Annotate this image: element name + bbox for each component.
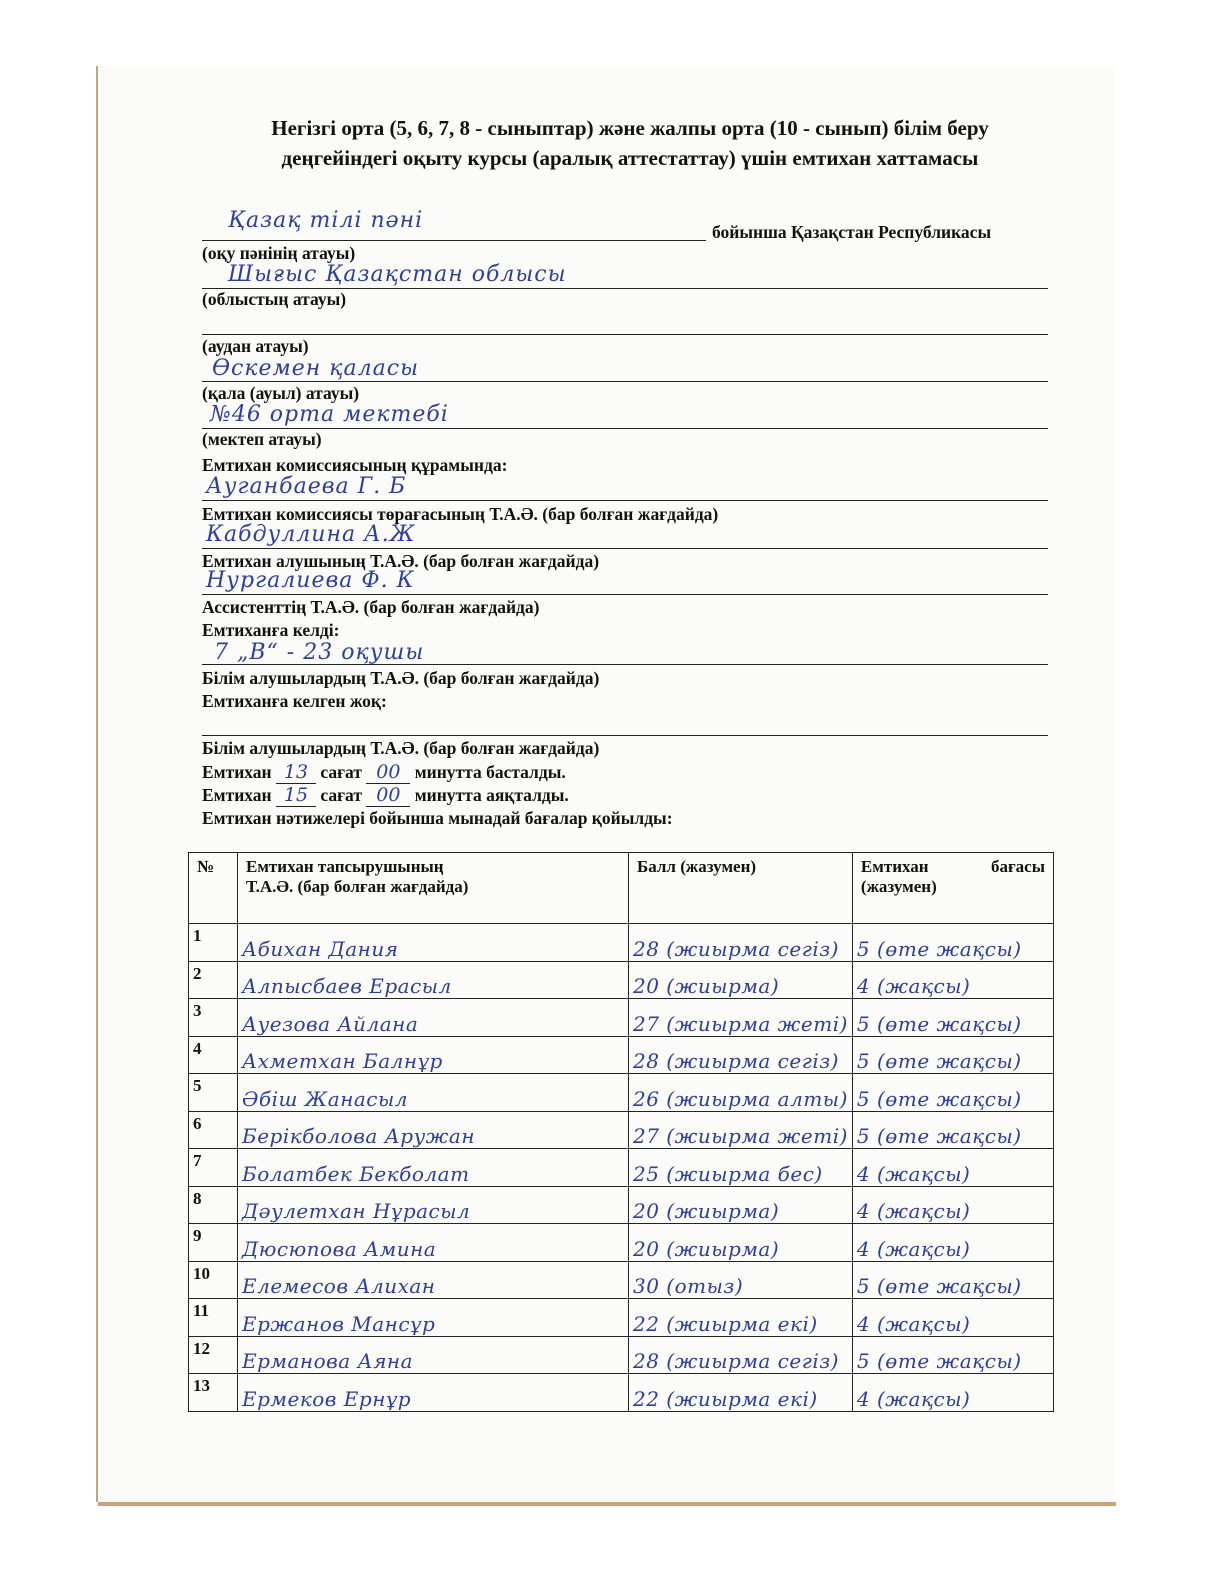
table-row — [189, 1186, 1054, 1224]
district-rule — [202, 334, 1048, 335]
hour-word: сағат — [320, 785, 362, 805]
region-value: Шығыс Қазақстан облысы — [228, 262, 567, 287]
score-in-words: 28 (жиырма сегіз) — [629, 1336, 853, 1374]
header-grade-word-2: бағасы — [990, 857, 1045, 876]
assistant-value: Нургалиева Ф. К — [206, 568, 415, 593]
table-row — [189, 961, 1054, 999]
school-label: (мектеп атауы) — [202, 429, 322, 449]
score-in-words: 30 (отыз) — [629, 1261, 853, 1299]
header-name-line-1: Емтихан тапсырушының — [246, 857, 444, 876]
score-in-words: 27 (жиырма жеті) — [629, 1111, 853, 1149]
student-name: Дәулетхан Нұрасыл — [238, 1186, 629, 1224]
table-row — [189, 924, 1054, 962]
header-grade-line-2: (жазумен) — [860, 877, 937, 896]
table-row — [189, 1036, 1054, 1074]
students-label-absent: Білім алушылардың Т.А.Ә. (бар болған жағдайда) — [202, 738, 600, 758]
started-suffix: минутта басталды. — [414, 762, 566, 782]
end-hour: 15 — [276, 784, 316, 807]
table-header-row — [189, 853, 1054, 924]
row-number: 13 — [189, 1374, 238, 1412]
score-in-words: 28 (жиырма сегіз) — [629, 1036, 853, 1074]
grades-table — [188, 852, 1054, 1412]
student-name: Абихан Дания — [238, 924, 629, 962]
score-in-words: 28 (жиырма сегіз) — [629, 924, 853, 962]
header-grade — [852, 853, 1053, 924]
table-row — [189, 1111, 1054, 1149]
examiner-rule — [202, 548, 1048, 549]
subject-rule — [202, 240, 706, 241]
subject-suffix: бойынша Қазақстан Республикасы — [712, 222, 992, 242]
commission-label: Емтихан комиссиясының құрамында: — [202, 455, 508, 475]
hour-word: сағат — [320, 762, 362, 782]
start-hour: 13 — [276, 761, 316, 784]
student-name: Берікболова Аружан — [238, 1111, 629, 1149]
header-score: Балл (жазумен) — [629, 853, 853, 924]
row-number: 11 — [189, 1299, 238, 1337]
header-number: № — [189, 853, 238, 924]
grade-in-words: 5 (өте жақсы) — [852, 999, 1053, 1037]
title-line-1: Негізгі орта (5, 6, 7, 8 - сыныптар) және жалпы орта (10 - сынып) білім беру — [271, 116, 989, 140]
row-number: 1 — [189, 924, 238, 962]
ended-suffix: минутта аяқталды. — [414, 785, 569, 805]
row-number: 3 — [189, 999, 238, 1037]
school-rule — [202, 428, 1048, 429]
start-time-line — [202, 761, 566, 784]
score-in-words: 20 (жиырма) — [629, 1224, 853, 1262]
table-row — [189, 1074, 1054, 1112]
school-value: №46 орта мектебі — [210, 402, 449, 427]
title-line-2: деңгейіндегі оқыту курсы (аралық аттестаттау) үшін емтихан хаттамасы — [281, 146, 979, 170]
grade-in-words: 5 (өте жақсы) — [852, 1036, 1053, 1074]
score-in-words: 27 (жиырма жеті) — [629, 999, 853, 1037]
score-in-words: 22 (жиырма екі) — [629, 1299, 853, 1337]
student-name: Ермеков Ернұр — [238, 1374, 629, 1412]
grade-in-words: 5 (өте жақсы) — [852, 924, 1053, 962]
grade-in-words: 5 (өте жақсы) — [852, 1336, 1053, 1374]
end-minute: 00 — [366, 784, 410, 807]
score-in-words: 22 (жиырма екі) — [629, 1374, 853, 1412]
region-label: (облыстың атауы) — [202, 289, 347, 309]
grade-in-words: 4 (жақсы) — [852, 1224, 1053, 1262]
absent-label: Емтиханға келген жоқ: — [202, 691, 387, 711]
district-label: (аудан атауы) — [202, 336, 309, 356]
row-number: 4 — [189, 1036, 238, 1074]
header-grade-word-1: Емтихан — [860, 857, 929, 876]
attended-value: 7 „В“ - 23 оқушы — [214, 640, 425, 665]
student-name: Ерманова Аяна — [238, 1336, 629, 1374]
grades-table-body — [189, 924, 1054, 1412]
row-number: 5 — [189, 1074, 238, 1112]
score-in-words: 26 (жиырма алты) — [629, 1074, 853, 1112]
assistant-rule — [202, 594, 1048, 595]
row-number: 7 — [189, 1149, 238, 1187]
start-minute: 00 — [366, 761, 410, 784]
attended-rule — [202, 664, 1048, 665]
exam-word: Емтихан — [202, 762, 272, 782]
grade-in-words: 4 (жақсы) — [852, 1186, 1053, 1224]
student-name: Ахметхан Балнұр — [238, 1036, 629, 1074]
table-row — [189, 1224, 1054, 1262]
grade-in-words: 5 (өте жақсы) — [852, 1261, 1053, 1299]
header-name-line-2: Т.А.Ә. (бар болған жағдайда) — [246, 877, 469, 896]
student-name: Ауезова Айлана — [238, 999, 629, 1037]
absent-rule — [202, 735, 1048, 736]
table-row — [189, 1336, 1054, 1374]
student-name: Елемесов Алихан — [238, 1261, 629, 1299]
row-number: 9 — [189, 1224, 238, 1262]
subject-value: Қазақ тілі пәні — [228, 208, 424, 233]
student-name: Дюсюпова Амина — [238, 1224, 629, 1262]
subject-label: (оқу пәнінің атауы) — [202, 243, 356, 263]
row-number: 8 — [189, 1186, 238, 1224]
grade-in-words: 4 (жақсы) — [852, 961, 1053, 999]
grade-in-words: 5 (өте жақсы) — [852, 1074, 1053, 1112]
header-name — [238, 853, 629, 924]
row-number: 10 — [189, 1261, 238, 1299]
examiner-label: Емтихан алушының Т.А.Ә. (бар болған жағдайда) — [202, 551, 600, 571]
table-row — [189, 999, 1054, 1037]
grade-in-words: 4 (жақсы) — [852, 1374, 1053, 1412]
chair-value: Ауганбаева Г. Б — [206, 474, 407, 499]
score-in-words: 25 (жиырма бес) — [629, 1149, 853, 1187]
table-row — [189, 1149, 1054, 1187]
city-label: (қала (ауыл) атауы) — [202, 383, 360, 403]
results-line: Емтихан нәтижелері бойынша мынадай бағалар қойылды: — [202, 808, 673, 828]
students-label-present: Білім алушылардың Т.А.Ә. (бар болған жағдайда) — [202, 668, 600, 688]
row-number: 2 — [189, 961, 238, 999]
score-in-words: 20 (жиырма) — [629, 1186, 853, 1224]
grade-in-words: 5 (өте жақсы) — [852, 1111, 1053, 1149]
chair-label: Емтихан комиссиясы төрағасының Т.А.Ә. (бар болған жағдайда) — [202, 504, 719, 524]
grade-in-words: 4 (жақсы) — [852, 1299, 1053, 1337]
student-name: Әбіш Жанасыл — [238, 1074, 629, 1112]
document-title — [200, 113, 1060, 173]
student-name: Алпысбаев Ерасыл — [238, 961, 629, 999]
row-number: 6 — [189, 1111, 238, 1149]
exam-word: Емтихан — [202, 785, 272, 805]
end-time-line — [202, 784, 569, 807]
grade-in-words: 4 (жақсы) — [852, 1149, 1053, 1187]
city-rule — [202, 381, 1048, 382]
student-name: Ержанов Мансұр — [238, 1299, 629, 1337]
table-row — [189, 1374, 1054, 1412]
student-name: Болатбек Бекболат — [238, 1149, 629, 1187]
chair-rule — [202, 500, 1048, 501]
assistant-label: Ассистенттің Т.А.Ә. (бар болған жағдайда) — [202, 597, 540, 617]
city-value: Өскемен қаласы — [212, 356, 420, 381]
examiner-value: Кабдуллина А.Ж — [206, 522, 416, 547]
table-row — [189, 1261, 1054, 1299]
table-row — [189, 1299, 1054, 1337]
score-in-words: 20 (жиырма) — [629, 961, 853, 999]
row-number: 12 — [189, 1336, 238, 1374]
attended-label: Емтиханға келді: — [202, 620, 340, 640]
